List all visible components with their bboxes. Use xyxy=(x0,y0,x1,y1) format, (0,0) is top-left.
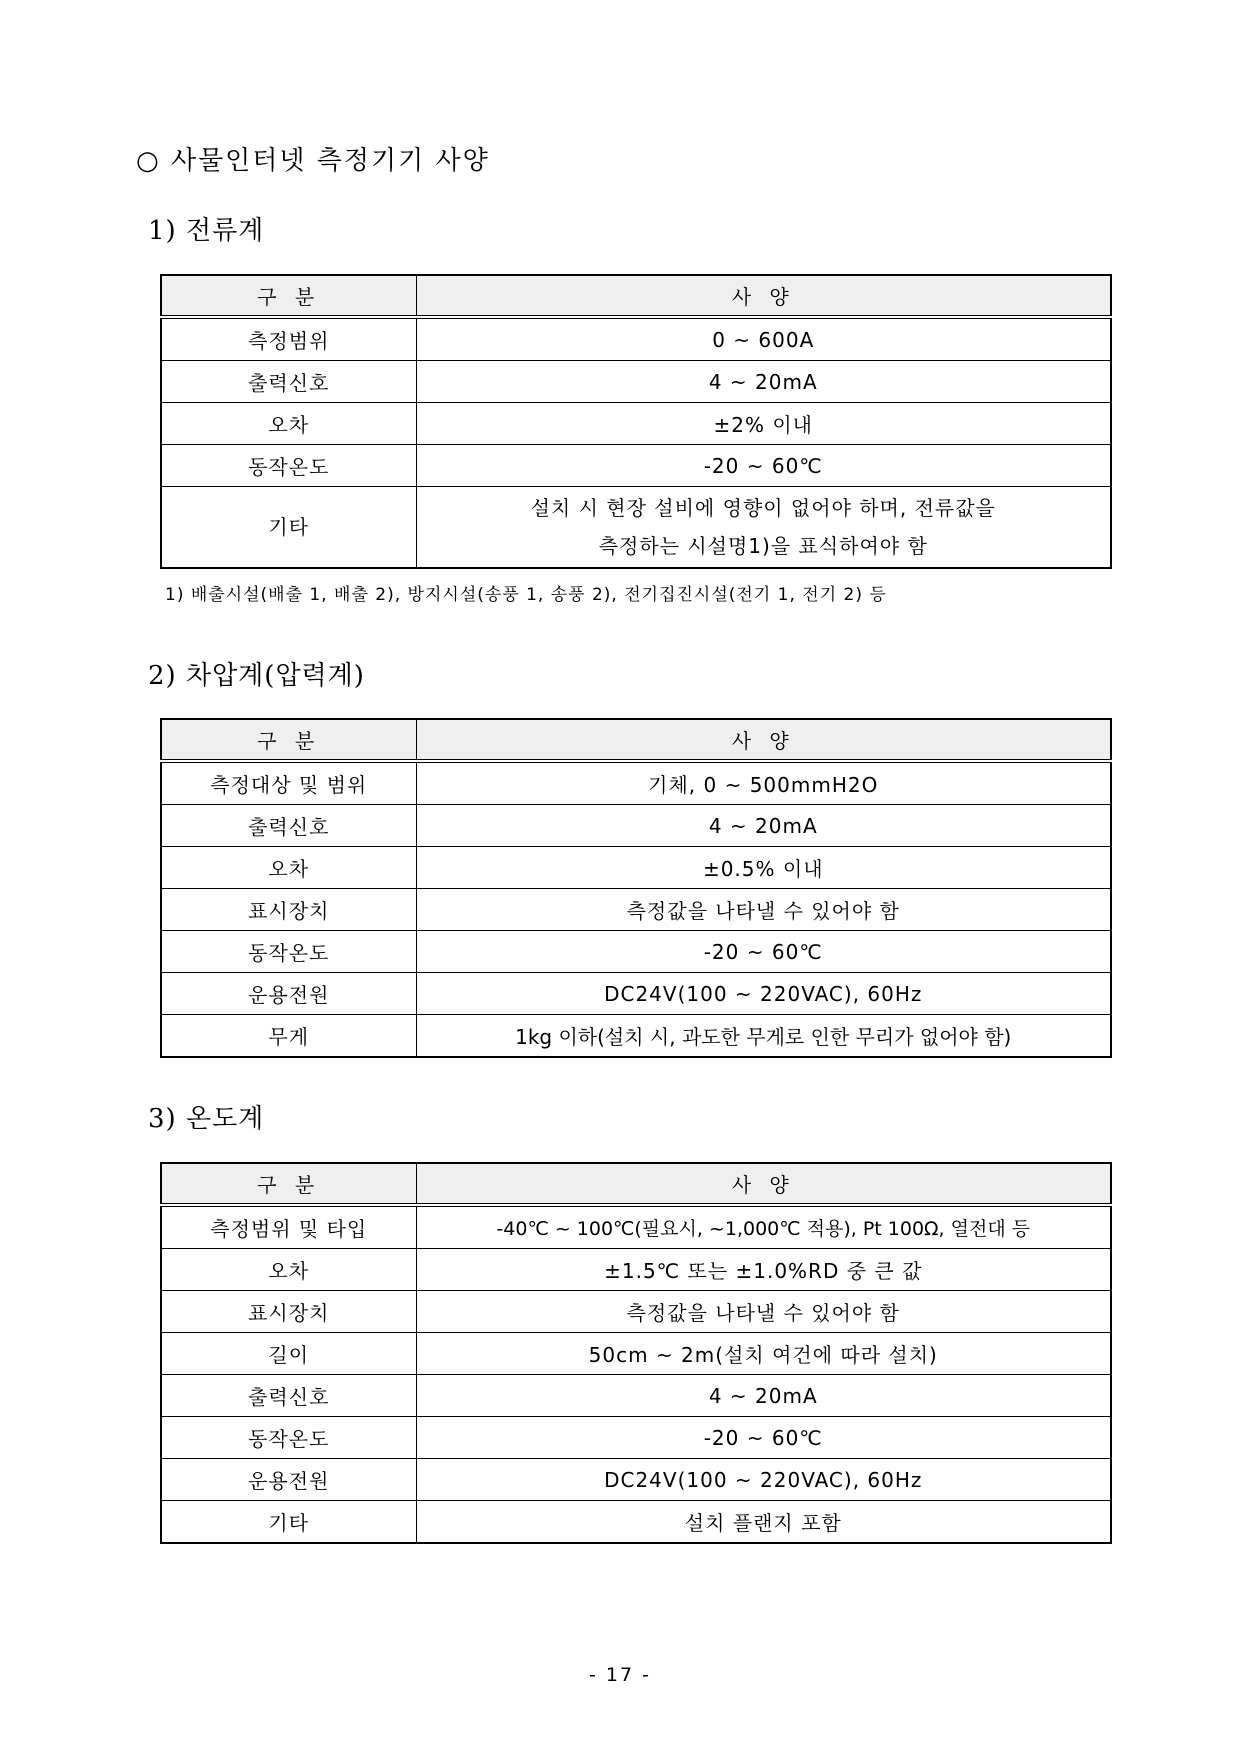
header-category: 구 분 xyxy=(161,1163,416,1205)
row-value: 측정값을 나타낼 수 있어야 함 xyxy=(416,889,1111,931)
row-label: 오차 xyxy=(161,1249,416,1291)
row-value: DC24V(100 ~ 220VAC), 60Hz xyxy=(416,973,1111,1015)
row-label: 동작온도 xyxy=(161,445,416,487)
header-spec: 사 양 xyxy=(416,275,1111,317)
thermometer-spec-table xyxy=(160,1162,1112,1544)
pressure-gauge-spec-table xyxy=(160,718,1112,1058)
row-value: -20 ~ 60℃ xyxy=(416,931,1111,973)
row-label: 운용전원 xyxy=(161,973,416,1015)
table-row xyxy=(161,445,1111,487)
header-category: 구 분 xyxy=(161,275,416,317)
table-row xyxy=(161,403,1111,445)
table-row xyxy=(161,1249,1111,1291)
row-label: 운용전원 xyxy=(161,1459,416,1501)
row-label: 기타 xyxy=(161,487,416,569)
table-row xyxy=(161,1501,1111,1544)
section-heading-pressure-gauge: 2) 차압계(압력계) xyxy=(148,661,365,691)
row-label: 무게 xyxy=(161,1015,416,1058)
section-heading-ammeter: 1) 전류계 xyxy=(148,216,265,246)
row-label: 출력신호 xyxy=(161,1375,416,1417)
row-label: 표시장치 xyxy=(161,889,416,931)
row-label: 오차 xyxy=(161,847,416,889)
row-value: DC24V(100 ~ 220VAC), 60Hz xyxy=(416,1459,1111,1501)
table-header-row xyxy=(161,275,1111,317)
ammeter-spec-table xyxy=(160,274,1112,569)
table-row xyxy=(161,761,1111,805)
table-row xyxy=(161,847,1111,889)
table-row xyxy=(161,1417,1111,1459)
row-value: 기체, 0 ~ 500mmH2O xyxy=(416,761,1111,805)
row-value: -40℃ ~ 100℃(필요시, ~1,000℃ 적용), Pt 100Ω, 열전대 등 xyxy=(416,1205,1111,1249)
row-value: 50cm ~ 2m(설치 여건에 따라 설치) xyxy=(416,1333,1111,1375)
row-label: 측정범위 및 타입 xyxy=(161,1205,416,1249)
table-header-row xyxy=(161,1163,1111,1205)
row-value: 1kg 이하(설치 시, 과도한 무게로 인한 무리가 없어야 함) xyxy=(416,1015,1111,1058)
table-header-row xyxy=(161,719,1111,761)
table-row xyxy=(161,1333,1111,1375)
row-label: 표시장치 xyxy=(161,1291,416,1333)
row-label: 출력신호 xyxy=(161,361,416,403)
page-title: ○ 사물인터넷 측정기기 사양 xyxy=(136,146,490,176)
row-value: 4 ~ 20mA xyxy=(416,1375,1111,1417)
row-value-line-2: 측정하는 시설명1)을 표식하여야 함 xyxy=(598,534,928,558)
section-heading-thermometer: 3) 온도계 xyxy=(148,1104,265,1134)
row-value: -20 ~ 60℃ xyxy=(416,1417,1111,1459)
row-value: 4 ~ 20mA xyxy=(416,805,1111,847)
row-value-multiline xyxy=(416,487,1111,569)
header-spec: 사 양 xyxy=(416,1163,1111,1205)
header-category: 구 분 xyxy=(161,719,416,761)
row-label: 기타 xyxy=(161,1501,416,1544)
table-row xyxy=(161,805,1111,847)
row-value-line-1: 설치 시 현장 설비에 영향이 없어야 하며, 전류값을 xyxy=(530,496,996,520)
row-value: ±2% 이내 xyxy=(416,403,1111,445)
header-spec: 사 양 xyxy=(416,719,1111,761)
footnote: 1) 배출시설(배출 1, 배출 2), 방지시설(송풍 1, 송풍 2), 전기집진시설(전기 1, 전기 2) 등 xyxy=(165,585,887,605)
table-row xyxy=(161,1205,1111,1249)
row-label: 출력신호 xyxy=(161,805,416,847)
row-value: ±0.5% 이내 xyxy=(416,847,1111,889)
row-label: 측정범위 xyxy=(161,317,416,361)
table-row xyxy=(161,317,1111,361)
table-row xyxy=(161,1459,1111,1501)
table-row xyxy=(161,361,1111,403)
page-number: - 17 - xyxy=(589,1664,651,1686)
row-value: 설치 플랜지 포함 xyxy=(416,1501,1111,1544)
table-row xyxy=(161,1291,1111,1333)
row-value: ±1.5℃ 또는 ±1.0%RD 중 큰 값 xyxy=(416,1249,1111,1291)
row-label: 동작온도 xyxy=(161,1417,416,1459)
row-value: 4 ~ 20mA xyxy=(416,361,1111,403)
row-value: -20 ~ 60℃ xyxy=(416,445,1111,487)
row-value: 측정값을 나타낼 수 있어야 함 xyxy=(416,1291,1111,1333)
row-label: 측정대상 및 범위 xyxy=(161,761,416,805)
table-row xyxy=(161,973,1111,1015)
table-row xyxy=(161,487,1111,569)
row-label: 길이 xyxy=(161,1333,416,1375)
table-row xyxy=(161,1015,1111,1058)
row-label: 동작온도 xyxy=(161,931,416,973)
table-row xyxy=(161,931,1111,973)
row-value: 0 ~ 600A xyxy=(416,317,1111,361)
row-label: 오차 xyxy=(161,403,416,445)
table-row xyxy=(161,889,1111,931)
table-row xyxy=(161,1375,1111,1417)
